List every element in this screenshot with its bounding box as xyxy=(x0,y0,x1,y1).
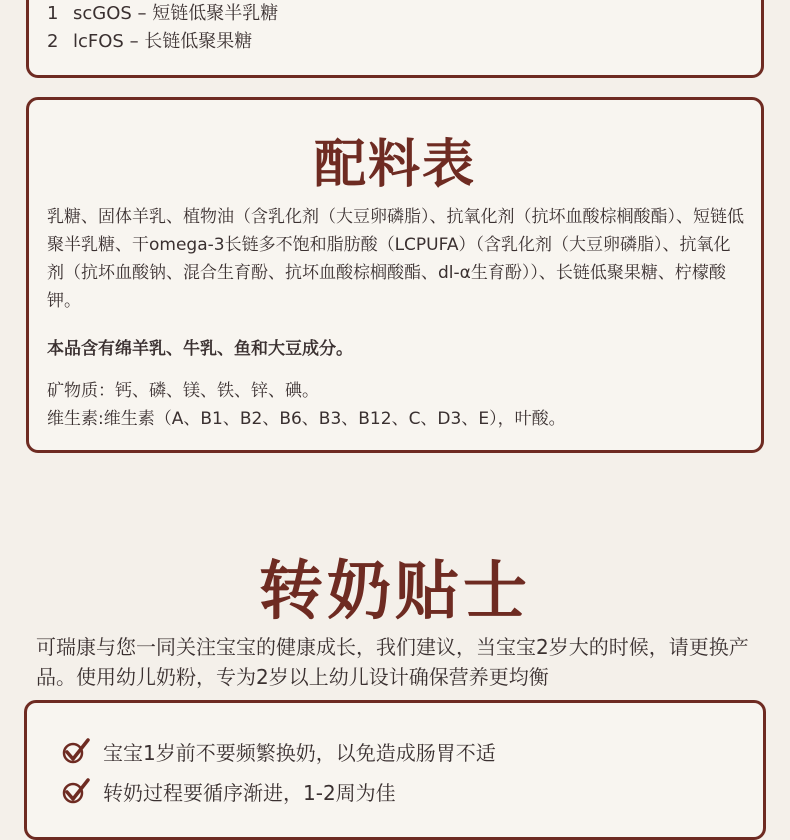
ingredients-title: 配料表 xyxy=(313,135,476,195)
minerals-text: 矿物质：钙、磷、镁、铁、锌、碘。 xyxy=(47,381,319,401)
checkmark-icon xyxy=(61,736,91,766)
oligosaccharide-card xyxy=(26,0,764,78)
ingredients-card xyxy=(26,97,764,453)
checkmark-icon xyxy=(61,776,91,806)
tips-card xyxy=(24,700,766,840)
ingredients-text: 乳糖、固体羊乳、植物油（含乳化剂（大豆卵磷脂）、抗氧化剂（抗坏血酸棕榈酸酯）、短链低聚半乳糖、干omega-3长链多不饱和脂肪酸（LCPUFA）（含乳化剂（大豆卵磷脂）、抗氧化剂（抗坏血酸钠、混合生育酚、抗坏血酸棕榈酸酯、dl-α生育酚））、长链低聚果糖、柠檬酸钾。 xyxy=(47,207,744,311)
allergen-text: 本品含有绵羊乳、牛乳、鱼和大豆成分。 xyxy=(47,339,353,359)
tip-text: 转奶过程要循序渐进，1-2周为佳 xyxy=(103,780,396,805)
list-item xyxy=(47,27,252,53)
list-item-text: lcFOS – 长链低聚果糖 xyxy=(73,31,253,52)
list-item-text: scGOS – 短链低聚半乳糖 xyxy=(73,3,279,24)
vitamins-text: 维生素:维生素（A、B1、B2、B6、B3、B12、C、D3、E），叶酸。 xyxy=(47,409,566,429)
list-item-number: 2 xyxy=(47,31,59,52)
tip-text: 宝宝1岁前不要频繁换奶，以免造成肠胃不适 xyxy=(103,740,496,765)
tips-title: 转奶贴士 xyxy=(259,555,531,629)
list-item xyxy=(47,0,278,25)
tip-item xyxy=(61,736,496,766)
list-item-number: 1 xyxy=(47,3,59,24)
tip-item xyxy=(61,776,396,806)
tips-intro: 可瑞康与您一同关注宝宝的健康成长，我们建议，当宝宝2岁大的时候，请更换产品。使用幼儿奶粉，专为2岁以上幼儿设计确保营养更均衡 xyxy=(36,635,749,689)
